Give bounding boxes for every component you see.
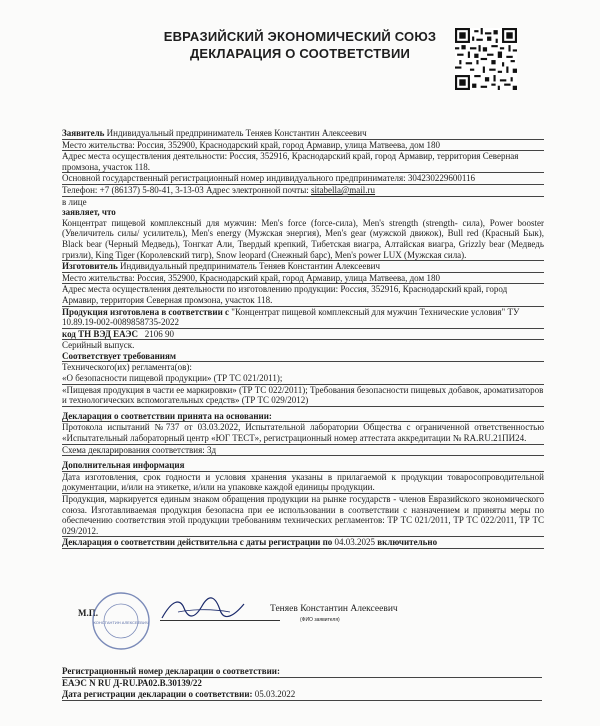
applicant-email[interactable]: sitabella@mail.ru bbox=[311, 184, 376, 195]
serial-release: Серийный выпуск. bbox=[62, 340, 135, 351]
manufacturer-label: Изготовитель bbox=[62, 261, 118, 272]
extra-p1: Дата изготовления, срок годности и условия хранения указаны в прилагаемой к продукции товаросопроводительной документации, и/или на этикетке, и/или на упаковке каждой единицы продукции. bbox=[62, 471, 544, 493]
stamp-text: КОНСТАНТИН АЛЕКСЕЕВИЧ bbox=[93, 620, 149, 625]
validity-label: Декларация о соответствии действительна с даты регистрации по bbox=[62, 537, 333, 548]
header-title: ДЕКЛАРАЦИЯ О СООТВЕТСТВИИ bbox=[189, 46, 411, 61]
extra-p2: Продукция, маркируется единым знаком обращения продукции на рынке государств - членов Евразийского экономического союза. Изготавливаемая продукция безопасна при ее использовании в соответствии с назначением и приняты меры по обеспечению соответствия этой продукции требованиям технических регламентов: ТР ТС 021/2011, ТР ТС 022/2011, ТР ТС 029/2012. bbox=[62, 494, 544, 536]
declares-label: заявляет, что bbox=[62, 207, 116, 218]
validity-suffix: включительно bbox=[377, 537, 438, 548]
document-header bbox=[150, 28, 450, 62]
applicant-activity-address: Адрес места осуществления деятельности: Россия, 352916, Краснодарский край, город Армавир, территория Северная промзона, участок 118. bbox=[62, 151, 544, 173]
applicant-ogrnip: Основной государственный регистрационный номер индивидуального предпринимателя: 304230229600116 bbox=[62, 173, 544, 185]
complies-label: Соответствует требованиям bbox=[62, 351, 544, 363]
signer-caption: (ФИО заявителя) bbox=[300, 617, 340, 623]
produced-text: "Концентрат пищевой комплексный для мужчин Технические условия" ТУ 10.89.19-002-0089858735-2022 bbox=[62, 306, 520, 328]
validity-date: 04.03.2025 bbox=[334, 537, 376, 548]
applicant-contacts bbox=[62, 185, 544, 197]
complies-regs-label: Технического(их) регламента(ов): bbox=[62, 362, 192, 373]
registration-date-line bbox=[62, 689, 542, 701]
produced-line bbox=[62, 307, 544, 329]
basis-label: Декларация о соответствии принята на основании: bbox=[62, 411, 544, 423]
basis-scheme: Схема декларирования соответствия: 3д bbox=[62, 445, 544, 457]
tnved-line bbox=[62, 329, 544, 341]
tnved-label: код ТН ВЭД ЕАЭС bbox=[62, 328, 139, 339]
registration-block bbox=[62, 666, 542, 701]
qr-code-icon bbox=[455, 28, 517, 90]
seal-label: М.П. bbox=[78, 608, 98, 618]
applicant-in-person: в лице bbox=[62, 196, 87, 207]
manufacturer-residence: Место жительства: Россия, 352900, Краснодарский край, город Армавир, улица Матвеева, дом 180 bbox=[62, 273, 544, 285]
produced-label: Продукция изготовлена в соответствии с bbox=[62, 306, 230, 317]
registration-number: ЕАЭС N RU Д-RU.РА02.В.30139/22 bbox=[62, 678, 202, 688]
manufacturer-line bbox=[62, 261, 544, 273]
complies-reg1: «О безопасности пищевой продукции» (ТР ТС 021/2011); bbox=[62, 373, 544, 385]
validity-line bbox=[62, 537, 544, 549]
tnved-value: 2106 90 bbox=[144, 328, 175, 339]
applicant-name: Индивидуальный предприниматель Теняев Константин Алексеевич bbox=[106, 128, 367, 138]
applicant-phone: Телефон: +7 (86137) 5-80-41, 3-13-03 Адрес электронной почты: bbox=[62, 184, 309, 195]
extra-label: Дополнительная информация bbox=[62, 460, 544, 472]
basis-protocol: Протокола испытаний №737 от 03.03.2022, Испытательной лаборатории Общества с ограниченной ответственностью «Испытательный лабораторный центр «ЮГ ТЕСТ», регистрационный номер аттестата аккредитации № RA.RU.21ПИ24. bbox=[62, 422, 544, 444]
header-union: ЕВРАЗИЙСКИЙ ЭКОНОМИЧЕСКИЙ СОЮЗ bbox=[163, 29, 437, 44]
registration-label: Регистрационный номер декларации о соответствии: bbox=[62, 666, 542, 678]
manufacturer-name: Индивидуальный предприниматель Теняев Константин Алексеевич bbox=[119, 261, 380, 272]
signature-block bbox=[60, 590, 540, 650]
signer-name: Теняев Константин Алексеевич bbox=[270, 604, 398, 614]
manufacturer-production-address: Адрес места осуществления деятельности по изготовлению продукции: Россия, 352916, Краснодарский край, город Армавир, территория Северная промзона, участок 118. bbox=[62, 284, 544, 306]
applicant-label: Заявитель bbox=[62, 128, 105, 138]
stamp-icon bbox=[90, 590, 152, 652]
registration-date-label: Дата регистрации декларации о соответствии: bbox=[62, 689, 253, 699]
declaration-body bbox=[62, 128, 544, 549]
complies-reg2: «Пищевая продукция в части ее маркировки» (ТР ТС 022/2011); Требования безопасности пищевых добавок, ароматизаторов и технологических вспомогательных средств» (ТР ТС 029/2012) bbox=[62, 384, 544, 406]
registration-date: 05.03.2022 bbox=[254, 689, 296, 699]
applicant-line bbox=[62, 128, 544, 140]
declares-product: Концентрат пищевой комплексный для мужчин: Men's force (force-сила), Men's strength (strength- сила), Power booster (Увеличитель силы/ усилитель), Men's energy (Мужская энергия), Men's gear (мужской движок), Bull red (Красный Бык), Black bear (Черный Медведь), Тонгкат Али, Твердый крепкий, Тибетская виагра, Алтайская виагра, Grizzly bear (Медведь гризли), King Tiger (Королевский тигр), Snow leopard (Снежный барс), Men's power LUX (Мужская сила). bbox=[62, 217, 544, 260]
applicant-residence: Место жительства: Россия, 352900, Краснодарский край, город Армавир, улица Матвеева, дом 180 bbox=[62, 140, 544, 152]
